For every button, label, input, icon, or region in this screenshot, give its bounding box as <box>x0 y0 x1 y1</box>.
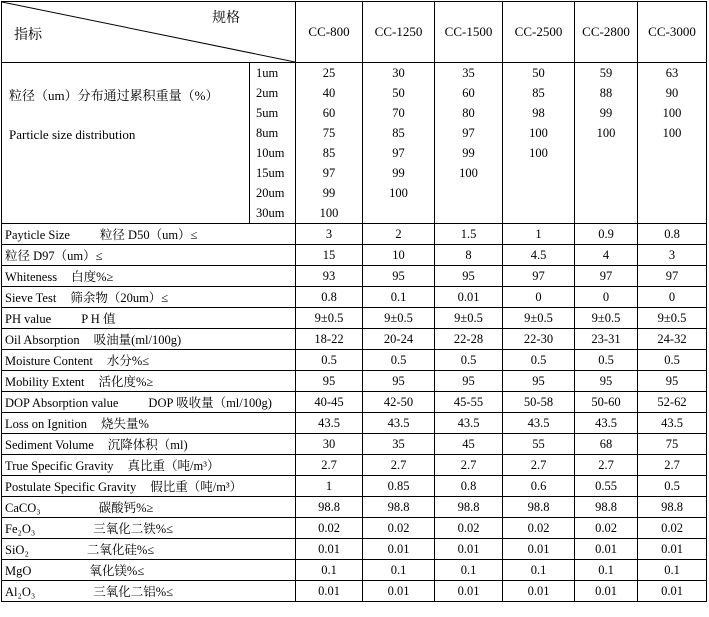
size-value-cell <box>503 163 575 183</box>
property-value-cell: 2 <box>363 224 435 245</box>
property-value-cell: 0.1 <box>638 560 707 581</box>
size-value-cell: 99 <box>575 103 638 123</box>
size-value-cell: 100 <box>435 163 503 183</box>
property-label <box>2 308 296 329</box>
size-value-cell: 70 <box>363 103 435 123</box>
property-value-cell: 2.7 <box>503 455 575 476</box>
property-value-cell: 95 <box>363 371 435 392</box>
property-value-cell: 52-62 <box>638 392 707 413</box>
property-value-cell: 2.7 <box>435 455 503 476</box>
property-value-cell: 95 <box>296 371 363 392</box>
property-label <box>2 245 296 266</box>
property-value-cell: 0.5 <box>296 350 363 371</box>
property-value-cell: 98.8 <box>575 497 638 518</box>
property-value-cell: 0.01 <box>638 581 707 602</box>
size-value-cell: 100 <box>638 103 707 123</box>
property-name-en: Whiteness <box>5 270 58 284</box>
property-name-cn: 水分%≤ <box>106 354 150 368</box>
property-row <box>2 581 707 602</box>
property-value-cell: 0.01 <box>363 539 435 560</box>
property-name-en: DOP Absorption value <box>5 396 119 410</box>
property-value-cell: 0.01 <box>575 581 638 602</box>
property-value-cell: 95 <box>435 371 503 392</box>
property-name-cn: 吸油量(ml/100g) <box>93 333 182 347</box>
property-value-cell: 0.01 <box>503 581 575 602</box>
property-value-cell: 0 <box>503 287 575 308</box>
size-value-cell <box>638 203 707 224</box>
property-value-cell: 9±0.5 <box>435 308 503 329</box>
property-value-cell: 50-58 <box>503 392 575 413</box>
size-value-cell: 100 <box>575 123 638 143</box>
property-value-cell: 50-60 <box>575 392 638 413</box>
property-value-cell: 9±0.5 <box>363 308 435 329</box>
size-value-cell <box>638 183 707 203</box>
property-name-en: CaCO₃ <box>5 501 41 515</box>
property-name-cn: 真比重（吨/m³） <box>127 459 220 473</box>
property-name-cn: P H 值 <box>81 312 116 326</box>
property-name-en: Al₂O₃ <box>5 585 36 599</box>
property-value-cell: 0.5 <box>503 350 575 371</box>
property-value-cell: 4.5 <box>503 245 575 266</box>
property-value-cell: 95 <box>638 371 707 392</box>
spec-table <box>1 1 707 602</box>
size-value-cell: 63 <box>638 63 707 84</box>
property-name-en: Moisture Content <box>5 354 93 368</box>
size-value-cell: 100 <box>296 203 363 224</box>
property-value-cell: 42-50 <box>363 392 435 413</box>
property-value-cell: 95 <box>575 371 638 392</box>
property-value-cell: 68 <box>575 434 638 455</box>
size-value-cell <box>435 203 503 224</box>
property-value-cell: 0.8 <box>435 476 503 497</box>
property-name-en: Postulate Specific Gravity <box>5 480 137 494</box>
property-value-cell: 40-45 <box>296 392 363 413</box>
property-value-cell: 0.02 <box>638 518 707 539</box>
property-value-cell: 2.7 <box>296 455 363 476</box>
property-value-cell: 98.8 <box>638 497 707 518</box>
property-name-cn: 烧失量% <box>100 417 149 431</box>
size-value-cell: 30 <box>363 63 435 84</box>
property-value-cell: 43.5 <box>296 413 363 434</box>
size-label: 10um <box>250 143 296 163</box>
size-value-cell <box>638 143 707 163</box>
model-header: CC-1250 <box>363 2 435 63</box>
property-row <box>2 434 707 455</box>
property-value-cell: 0.01 <box>296 581 363 602</box>
size-label: 20um <box>250 183 296 203</box>
property-value-cell: 23-31 <box>575 329 638 350</box>
property-value-cell: 0.01 <box>435 287 503 308</box>
property-value-cell: 4 <box>575 245 638 266</box>
property-value-cell: 93 <box>296 266 363 287</box>
property-label <box>2 413 296 434</box>
property-name-cn: 假比重（吨/m³） <box>150 480 243 494</box>
property-value-cell: 2.7 <box>638 455 707 476</box>
property-value-cell: 0.02 <box>363 518 435 539</box>
size-value-cell: 75 <box>296 123 363 143</box>
size-value-cell: 90 <box>638 83 707 103</box>
property-value-cell: 0.02 <box>503 518 575 539</box>
size-distribution-title-en: Particle size distribution <box>9 127 136 142</box>
property-value-cell: 2.7 <box>575 455 638 476</box>
property-value-cell: 97 <box>638 266 707 287</box>
size-value-cell <box>363 203 435 224</box>
property-value-cell: 0.85 <box>363 476 435 497</box>
property-name-cn: 二氧化硅%≤ <box>86 543 155 557</box>
property-value-cell: 0.02 <box>296 518 363 539</box>
size-distribution-row <box>2 63 707 84</box>
property-row <box>2 497 707 518</box>
size-value-cell: 59 <box>575 63 638 84</box>
diagonal-line <box>2 2 295 62</box>
property-label <box>2 329 296 350</box>
size-label: 15um <box>250 163 296 183</box>
spec-label: 规格 <box>212 11 240 26</box>
property-value-cell: 0.01 <box>296 539 363 560</box>
property-value-cell: 0.1 <box>503 560 575 581</box>
property-row <box>2 413 707 434</box>
property-value-cell: 0.02 <box>435 518 503 539</box>
property-value-cell: 45-55 <box>435 392 503 413</box>
property-label <box>2 539 296 560</box>
size-value-cell: 100 <box>503 123 575 143</box>
property-value-cell: 30 <box>296 434 363 455</box>
size-value-cell: 60 <box>296 103 363 123</box>
property-value-cell: 9±0.5 <box>296 308 363 329</box>
property-row <box>2 224 707 245</box>
property-row <box>2 476 707 497</box>
property-value-cell: 0.01 <box>575 539 638 560</box>
index-label: 指标 <box>14 28 42 43</box>
property-name-cn: 白度%≥ <box>71 270 114 284</box>
property-name-cn: 活化度%≥ <box>98 375 154 389</box>
property-value-cell: 0.1 <box>363 287 435 308</box>
property-name-cn: 筛余物（20um）≤ <box>70 291 169 305</box>
property-value-cell: 20-24 <box>363 329 435 350</box>
size-value-cell <box>638 163 707 183</box>
size-value-cell <box>503 203 575 224</box>
property-value-cell: 0.5 <box>363 350 435 371</box>
property-name-en: Fe₂O₃ <box>5 522 36 536</box>
property-value-cell: 0 <box>575 287 638 308</box>
property-value-cell: 0.01 <box>435 581 503 602</box>
size-value-cell: 98 <box>503 103 575 123</box>
property-value-cell: 43.5 <box>435 413 503 434</box>
property-value-cell: 0.8 <box>296 287 363 308</box>
header-row <box>2 2 707 63</box>
property-value-cell: 0.02 <box>575 518 638 539</box>
property-row <box>2 392 707 413</box>
property-value-cell: 0.5 <box>575 350 638 371</box>
property-value-cell: 0.1 <box>435 560 503 581</box>
property-label <box>2 371 296 392</box>
property-name-cn: 粒径 D50（um）≤ <box>99 228 198 242</box>
property-label <box>2 350 296 371</box>
size-value-cell <box>575 143 638 163</box>
size-label: 30um <box>250 203 296 224</box>
property-name-en: True Specific Gravity <box>5 459 114 473</box>
property-name-en: PH value <box>5 312 52 326</box>
property-value-cell: 0.1 <box>296 560 363 581</box>
size-value-cell: 85 <box>503 83 575 103</box>
size-value-cell: 50 <box>363 83 435 103</box>
size-value-cell: 99 <box>363 163 435 183</box>
property-name-en: Payticle Size <box>5 228 70 242</box>
size-value-cell: 40 <box>296 83 363 103</box>
property-value-cell: 0.01 <box>503 539 575 560</box>
property-value-cell: 97 <box>503 266 575 287</box>
size-value-cell: 80 <box>435 103 503 123</box>
property-value-cell: 1 <box>503 224 575 245</box>
model-header: CC-2800 <box>575 2 638 63</box>
size-value-cell: 97 <box>363 143 435 163</box>
property-value-cell: 9±0.5 <box>503 308 575 329</box>
property-value-cell: 0.01 <box>638 539 707 560</box>
size-value-cell: 25 <box>296 63 363 84</box>
property-label <box>2 392 296 413</box>
property-value-cell: 2.7 <box>363 455 435 476</box>
property-name-en: Sediment Volume <box>5 438 94 452</box>
property-row <box>2 455 707 476</box>
size-label: 2um <box>250 83 296 103</box>
property-label <box>2 287 296 308</box>
property-label <box>2 560 296 581</box>
property-value-cell: 95 <box>363 266 435 287</box>
size-label: 8um <box>250 123 296 143</box>
property-value-cell: 98.8 <box>363 497 435 518</box>
property-row <box>2 266 707 287</box>
size-distribution-title <box>2 63 250 224</box>
property-name-cn: 粒径 D97（um）≤ <box>5 249 103 263</box>
property-row <box>2 560 707 581</box>
size-value-cell: 99 <box>435 143 503 163</box>
property-value-cell: 3 <box>296 224 363 245</box>
size-value-cell: 97 <box>435 123 503 143</box>
size-value-cell <box>435 183 503 203</box>
size-value-cell <box>575 163 638 183</box>
property-value-cell: 0.55 <box>575 476 638 497</box>
property-value-cell: 98.8 <box>435 497 503 518</box>
size-value-cell: 100 <box>638 123 707 143</box>
property-value-cell: 3 <box>638 245 707 266</box>
property-value-cell: 0 <box>638 287 707 308</box>
model-header: CC-3000 <box>638 2 707 63</box>
property-label <box>2 518 296 539</box>
property-value-cell: 43.5 <box>363 413 435 434</box>
property-value-cell: 0.01 <box>435 539 503 560</box>
property-value-cell: 55 <box>503 434 575 455</box>
property-name-cn: 三氧化二铁%≤ <box>93 522 174 536</box>
property-value-cell: 18-22 <box>296 329 363 350</box>
property-value-cell: 95 <box>435 266 503 287</box>
size-value-cell: 97 <box>296 163 363 183</box>
property-name-cn: 碳酸钙%≥ <box>98 501 154 515</box>
property-name-en: Mobility Extent <box>5 375 85 389</box>
property-value-cell: 0.5 <box>638 350 707 371</box>
property-value-cell: 75 <box>638 434 707 455</box>
model-header: CC-1500 <box>435 2 503 63</box>
property-value-cell: 1 <box>296 476 363 497</box>
property-value-cell: 45 <box>435 434 503 455</box>
property-row <box>2 308 707 329</box>
property-name-cn: DOP 吸收量（ml/100g) <box>148 396 272 410</box>
property-value-cell: 9±0.5 <box>575 308 638 329</box>
size-value-cell: 35 <box>435 63 503 84</box>
property-row <box>2 350 707 371</box>
size-value-cell <box>575 203 638 224</box>
size-label: 1um <box>250 63 296 84</box>
property-value-cell: 0.6 <box>503 476 575 497</box>
size-value-cell: 100 <box>503 143 575 163</box>
property-label <box>2 497 296 518</box>
property-name-en: Oil Absorption <box>5 333 80 347</box>
size-value-cell: 85 <box>363 123 435 143</box>
property-name-cn: 氧化镁%≤ <box>89 564 145 578</box>
property-row <box>2 539 707 560</box>
property-value-cell: 0.1 <box>575 560 638 581</box>
size-value-cell <box>503 183 575 203</box>
property-row <box>2 287 707 308</box>
size-value-cell: 85 <box>296 143 363 163</box>
property-value-cell: 43.5 <box>575 413 638 434</box>
size-value-cell: 99 <box>296 183 363 203</box>
size-distribution-title-cn: 粒径（um）分布通过累积重量（%） <box>9 88 219 103</box>
property-label <box>2 455 296 476</box>
property-value-cell: 9±0.5 <box>638 308 707 329</box>
property-row <box>2 329 707 350</box>
property-name-en: MgO <box>5 564 32 578</box>
property-value-cell: 43.5 <box>638 413 707 434</box>
property-label <box>2 266 296 287</box>
property-value-cell: 15 <box>296 245 363 266</box>
property-value-cell: 0.1 <box>363 560 435 581</box>
property-row <box>2 518 707 539</box>
header-corner-cell <box>2 2 296 63</box>
property-value-cell: 22-28 <box>435 329 503 350</box>
property-value-cell: 22-30 <box>503 329 575 350</box>
size-value-cell: 88 <box>575 83 638 103</box>
property-value-cell: 10 <box>363 245 435 266</box>
size-value-cell: 60 <box>435 83 503 103</box>
property-value-cell: 0.5 <box>638 476 707 497</box>
property-value-cell: 1.5 <box>435 224 503 245</box>
property-row <box>2 245 707 266</box>
property-value-cell: 0.9 <box>575 224 638 245</box>
model-header: CC-800 <box>296 2 363 63</box>
size-value-cell: 100 <box>363 183 435 203</box>
property-label <box>2 434 296 455</box>
property-name-cn: 沉降体积（ml) <box>107 438 188 452</box>
property-name-en: Sieve Test <box>5 291 57 305</box>
property-value-cell: 97 <box>575 266 638 287</box>
property-value-cell: 0.8 <box>638 224 707 245</box>
property-value-cell: 8 <box>435 245 503 266</box>
property-name-cn: 三氧化二铝%≤ <box>93 585 174 599</box>
property-label <box>2 224 296 245</box>
property-value-cell: 98.8 <box>296 497 363 518</box>
property-value-cell: 0.01 <box>363 581 435 602</box>
property-value-cell: 35 <box>363 434 435 455</box>
property-value-cell: 24-32 <box>638 329 707 350</box>
size-value-cell: 50 <box>503 63 575 84</box>
property-label <box>2 581 296 602</box>
model-header: CC-2500 <box>503 2 575 63</box>
property-value-cell: 98.8 <box>503 497 575 518</box>
property-name-en: SiO₂ <box>5 543 29 557</box>
property-label <box>2 476 296 497</box>
property-name-en: Loss on Ignition <box>5 417 87 431</box>
property-value-cell: 0.5 <box>435 350 503 371</box>
property-value-cell: 43.5 <box>503 413 575 434</box>
property-row <box>2 371 707 392</box>
size-label: 5um <box>250 103 296 123</box>
property-value-cell: 95 <box>503 371 575 392</box>
size-value-cell <box>575 183 638 203</box>
